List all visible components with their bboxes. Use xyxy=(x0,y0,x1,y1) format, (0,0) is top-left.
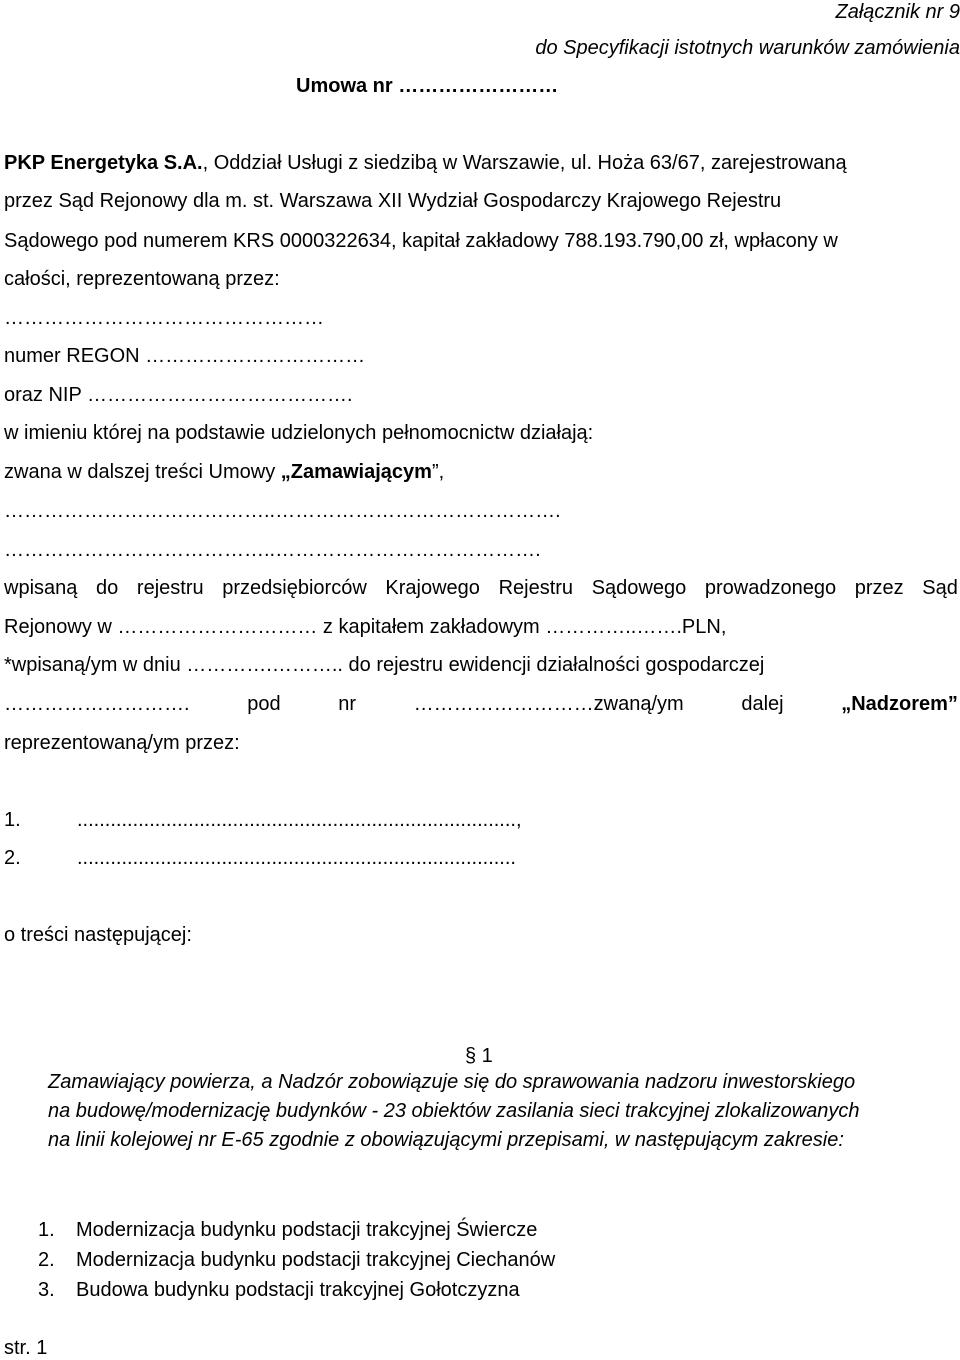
party1-line1-rest: , Oddział Usługi z siedzibą w Warszawie, ul. Hoża 63/67, zarejestrowaną xyxy=(203,152,847,174)
word: Sądowego xyxy=(592,576,687,600)
number-line xyxy=(4,692,958,716)
called-prefix: zwana w dalszej treści Umowy xyxy=(4,461,281,483)
item-number-3: 3. xyxy=(38,1278,55,1302)
item-number-2: 2. xyxy=(38,1248,55,1272)
rep-number-1: 1. xyxy=(4,808,21,832)
word: do xyxy=(96,576,118,600)
party1-line2: przez Sąd Rejonowy dla m. st. Warszawa XII Wydział Gospodarczy Krajowego Rejestru xyxy=(4,189,781,213)
contract-title: Umowa nr …………………… xyxy=(296,74,558,98)
rep-text-2: ............................................................................... xyxy=(77,846,516,870)
party1-line3: Sądowego pod numerem KRS 0000322634, kapitał zakładowy 788.193.790,00 zł, wpłacony w xyxy=(4,229,838,253)
word: wpisaną xyxy=(4,576,77,600)
registered-line: *wpisaną/ym w dniu ………….……….. do rejestru ewidencji działalności gospodarczej xyxy=(4,653,764,677)
nip-line: oraz NIP …………………………………. xyxy=(4,383,353,407)
word: przedsiębiorców xyxy=(222,576,367,600)
page-number: str. 1 xyxy=(4,1336,47,1360)
word: Sąd xyxy=(922,576,958,600)
regon-line: numer REGON …………………………… xyxy=(4,344,365,368)
rep-text-1: ..............................................................................., xyxy=(77,808,522,832)
later-label: dalej xyxy=(741,692,783,716)
attachment-label: Załącznik nr 9 xyxy=(836,0,960,24)
called-line xyxy=(4,460,444,484)
item-text-2: Modernizacja budynku podstacji trakcyjnej Ciechanów xyxy=(76,1248,555,1272)
no-prefix: ………………………. xyxy=(4,692,190,716)
on-behalf-line: w imieniu której na podstawie udzielonych pełnomocnictw działają: xyxy=(4,421,593,445)
court-capital-line: Rejonowy w ………………………… z kapitałem zakładowym …………..…….PLN, xyxy=(4,615,726,639)
word: prowadzonego xyxy=(705,576,836,600)
section-line-1: Zamawiający powierza, a Nadzór zobowiązuje się do sprawowania nadzoru inwestorskiego xyxy=(48,1070,855,1094)
representative-placeholder: ………………………………………… xyxy=(4,306,324,330)
word: Rejestru xyxy=(499,576,573,600)
no-value: ……………………… xyxy=(414,693,594,715)
party1-line4: całości, reprezentowaną przez: xyxy=(4,267,280,291)
specification-label: do Specyfikacji istotnych warunków zamówienia xyxy=(535,36,960,60)
nr-label: nr xyxy=(338,692,356,716)
supervisor-name: „Nadzorem” xyxy=(841,692,958,716)
no-value-and-called xyxy=(414,692,684,716)
word: przez xyxy=(855,576,904,600)
no-label: pod xyxy=(247,692,280,716)
party1-name: PKP Energetyka S.A. xyxy=(4,152,203,174)
item-number-1: 1. xyxy=(38,1218,55,1242)
called-suffix: ”, xyxy=(432,461,444,483)
called-label: zwaną/ym xyxy=(594,693,684,715)
called-name: „Zamawiającym xyxy=(281,461,432,483)
registration-line xyxy=(4,576,958,600)
item-text-1: Modernizacja budynku podstacji trakcyjnej Świercze xyxy=(76,1218,537,1242)
word: Krajowego xyxy=(385,576,480,600)
rep-number-2: 2. xyxy=(4,846,21,870)
dots-line-2: …………………………………..…………………………………. xyxy=(4,538,541,562)
represented-line: reprezentowaną/ym przez: xyxy=(4,731,240,755)
dots-line-1: …………………………………..……………………………………. xyxy=(4,499,561,523)
section-line-2: na budowę/modernizację budynków - 23 obiektów zasilania sieci trakcyjnej zlokalizowanych xyxy=(48,1099,860,1123)
word: rejestru xyxy=(137,576,204,600)
section-line-3: na linii kolejowej nr E-65 zgodnie z obowiązującymi przepisami, w następującym zakresie: xyxy=(48,1128,844,1152)
party1-line1 xyxy=(4,151,847,175)
section-symbol: § 1 xyxy=(465,1044,493,1068)
content-intro: o treści następującej: xyxy=(4,923,192,947)
item-text-3: Budowa budynku podstacji trakcyjnej Gołotczyzna xyxy=(76,1278,520,1302)
